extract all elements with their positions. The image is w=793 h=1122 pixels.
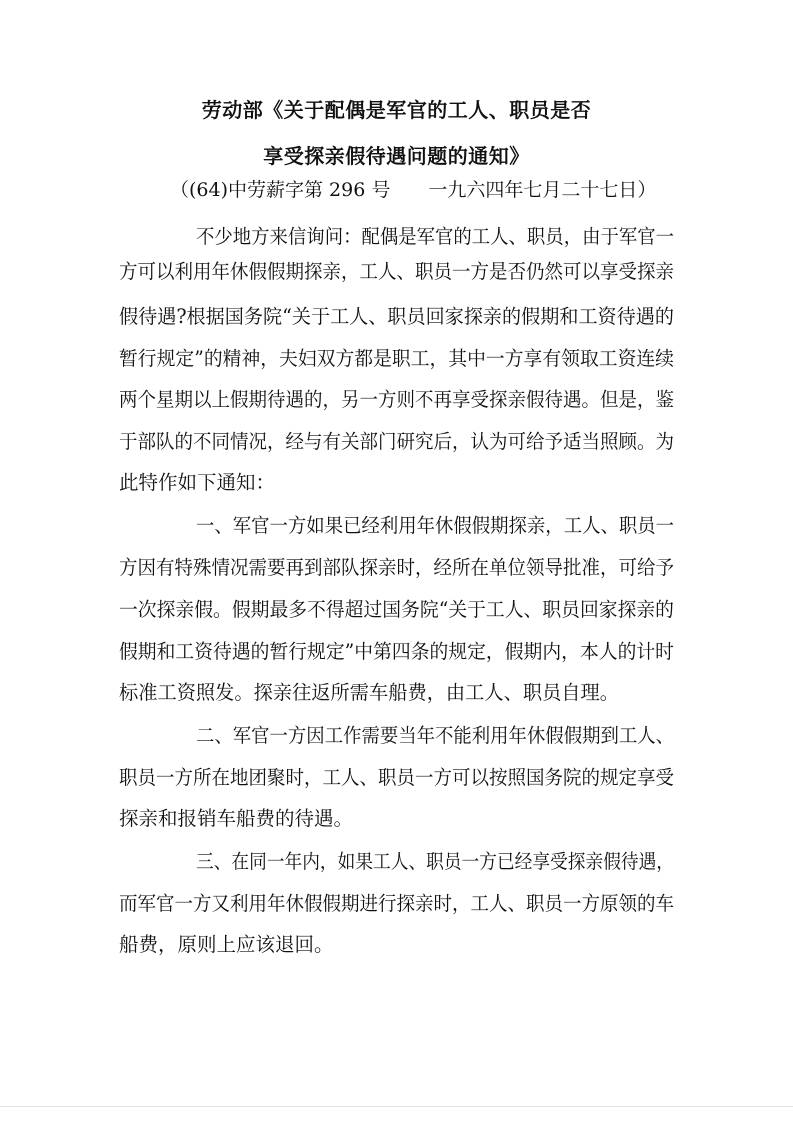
body-line: 暂行规定”的精神，夫妇双方都是职工，其中一方享有领取工资连续: [119, 347, 674, 370]
body-line: 此特作如下通知：: [119, 471, 276, 494]
body-line: 方因有特殊情况需要再到部队探亲时，经所在单位领导批准，可给予: [119, 556, 675, 579]
body-line: 一、军官一方如果已经利用年休假假期探亲，工人、职员一: [196, 514, 675, 537]
body-line: 两个星期以上假期待遇的，另一方则不再享受探亲假待遇。但是，鉴: [119, 388, 675, 411]
body-line: 假待遇?根据国务院“关于工人、职员回家探亲的假期和工资待遇的: [119, 305, 674, 328]
body-line: 方可以利用年休假假期探亲，工人、职员一方是否仍然可以享受探亲: [119, 260, 675, 283]
document-title-line-2: 享受探亲假待遇问题的通知》: [263, 144, 530, 168]
body-line: 标准工资照发。探亲往返所需车船费，由工人、职员自理。: [119, 681, 620, 704]
body-line: 三、在同一年内，如果工人、职员一方已经享受探亲假待遇，: [196, 850, 675, 873]
body-line: 假期和工资待遇的暂行规定”中第四条的规定，假期内，本人的计时: [119, 640, 674, 663]
body-line: 不少地方来信询问：配偶是军官的工人、职员，由于军官一: [196, 225, 675, 248]
body-line: 而军官一方又利用年休假假期进行探亲时，工人、职员一方原领的车: [119, 892, 675, 915]
body-line: 船费，原则上应该退回。: [119, 933, 334, 956]
body-line: 一次探亲假。假期最多不得超过国务院“关于工人、职员回家探亲的: [119, 598, 674, 621]
page-bottom-divider: [0, 1106, 793, 1107]
body-line: 于部队的不同情况，经与有关部门研究后，认为可给予适当照顾。为: [119, 430, 675, 453]
document-title-line-1: 劳动部《关于配偶是军官的工人、职员是否: [201, 98, 592, 122]
body-line: 职员一方所在地团聚时，工人、职员一方可以按照国务院的规定享受: [119, 766, 675, 789]
body-line: 二、军官一方因工作需要当年不能利用年休假假期到工人、: [196, 724, 675, 747]
body-line: 探亲和报销车船费的待遇。: [119, 807, 354, 830]
document-reference: （(64)中劳薪字第 296 号 一九六四年七月二十七日）: [170, 179, 657, 201]
